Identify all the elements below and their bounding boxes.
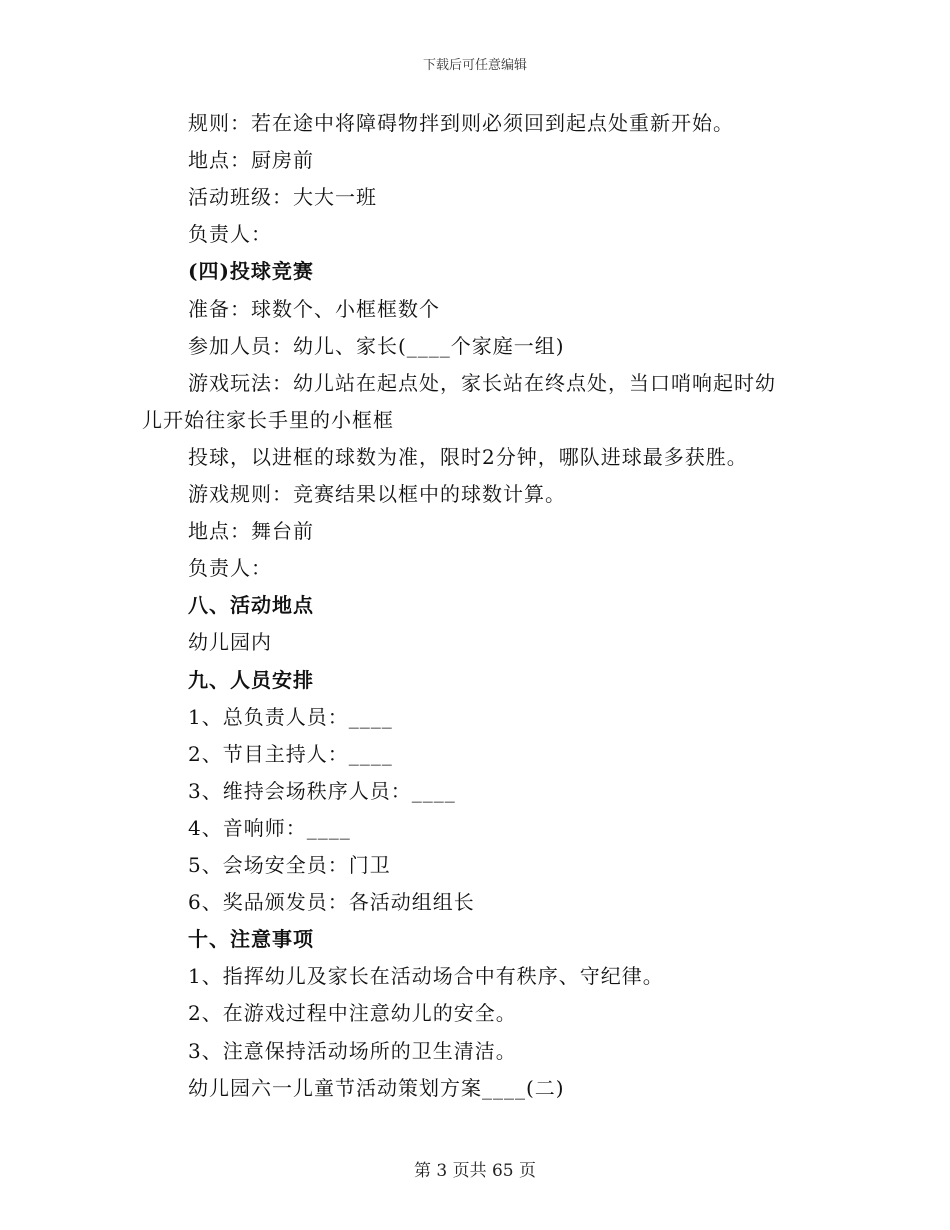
text-line: 准备：球数个、小框框数个	[188, 296, 440, 321]
section-heading: 八、活动地点	[188, 593, 314, 618]
section-heading: 十、注意事项	[188, 927, 314, 952]
text-line: 幼儿园六一儿童节活动策划方案____(二)	[188, 1075, 565, 1100]
page-footer: 第 3 页共 65 页	[413, 1161, 537, 1181]
text-line: 3、注意保持活动场所的卫生清洁。	[188, 1038, 517, 1063]
text-line: 地点：舞台前	[188, 519, 314, 544]
text-line: 2、节目主持人：____	[188, 741, 393, 766]
text-line: 投球，以进框的球数为准，限时2分钟，哪队进球最多获胜。	[188, 444, 748, 469]
text-line: 4、音响师：____	[188, 815, 351, 840]
text-line: 负责人：	[188, 222, 272, 247]
text-line: 负责人：	[188, 556, 272, 581]
text-line: 1、指挥幼儿及家长在活动场合中有秩序、守纪律。	[188, 964, 664, 989]
text-line: 参加人员：幼儿、家长(____个家庭一组)	[188, 333, 565, 358]
text-line: 儿开始往家长手里的小框框	[142, 407, 394, 432]
section-heading: 九、人员安排	[188, 667, 314, 692]
text-line: 幼儿园内	[188, 630, 272, 655]
text-line: 游戏规则：竞赛结果以框中的球数计算。	[188, 482, 566, 506]
text-line: 3、维持会场秩序人员：____	[188, 778, 456, 803]
text-line: 6、奖品颁发员：各活动组组长	[188, 890, 475, 915]
text-line: 地点：厨房前	[188, 148, 314, 173]
page-header: 下载后可任意编辑	[422, 58, 527, 73]
text-line: 2、在游戏过程中注意幼儿的安全。	[188, 1001, 517, 1026]
text-line: 游戏玩法：幼儿站在起点处，家长站在终点处，当口哨响起时幼	[188, 370, 776, 395]
text-line: 活动班级：大大一班	[188, 185, 377, 210]
text-line: 1、总负责人员：____	[188, 704, 393, 729]
section-heading: (四)投球竞赛	[188, 259, 314, 284]
text-line: 规则：若在途中将障碍物拌到则必须回到起点处重新开始。	[188, 111, 734, 135]
text-line: 5、会场安全员：门卫	[188, 853, 391, 877]
